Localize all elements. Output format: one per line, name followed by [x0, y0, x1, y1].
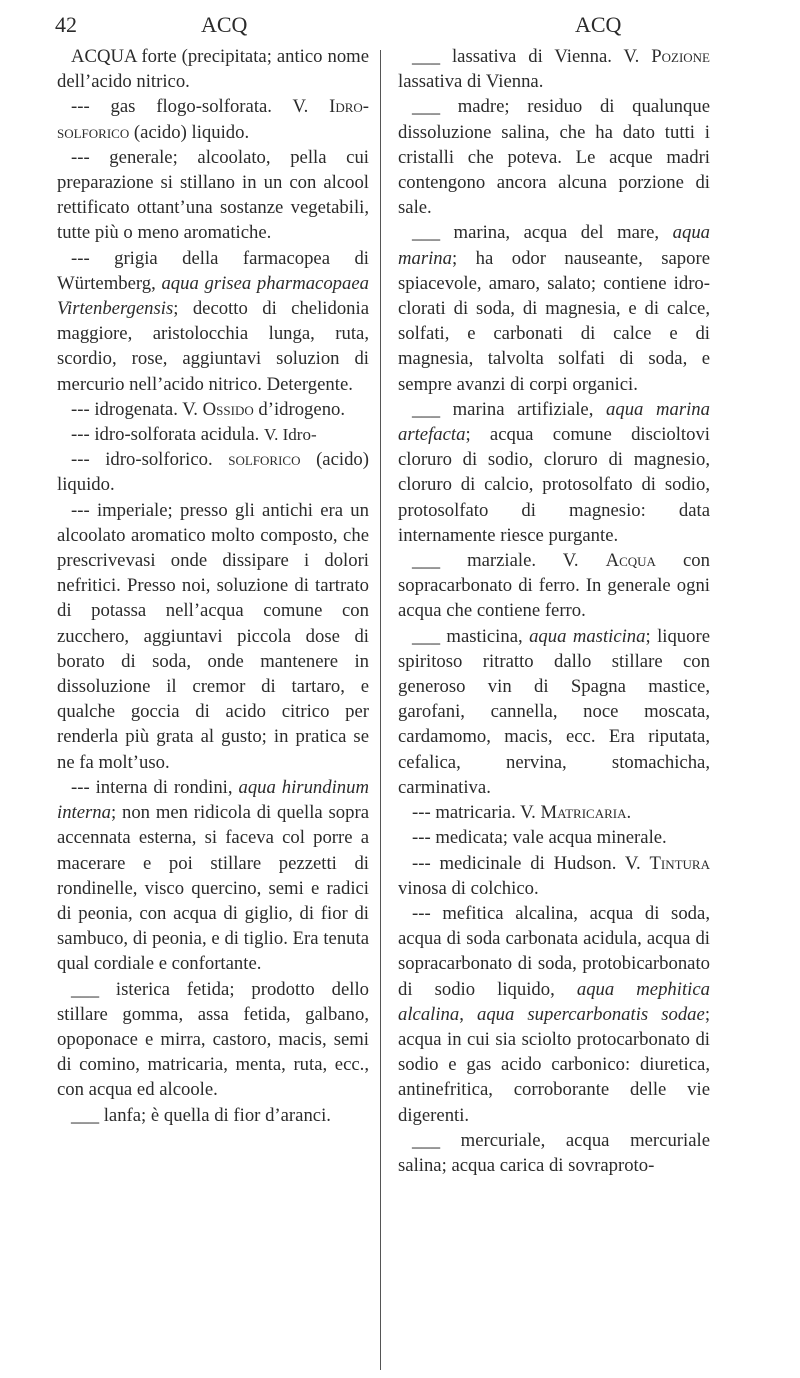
entry-interna-di-rondini: --- interna di rondini, aqua hirundinum interna; non men ridicola di quella sopra accennata esterna, si faceva col porre a macerare e poi stillare pezzetti di rondinelle, visco quercino, semi e radici di peonia, con acqua di giglio, di fior di sambuco, di peonia, e di tiglio. Era tenuta qual cordiale e confortante. — [57, 776, 369, 975]
latin-term: aqua hirundinum interna — [57, 776, 369, 824]
brace-reference: V. Idro- — [264, 425, 317, 445]
entry-marina-artifiziale: ___ marina artifiziale, aqua marina artefacta; acqua comune discioltovi cloruro di sodio, cloruro di magnesio, cloruro di calcio, protosolfato di sodio, protosolfato di magnesio: data internamente riesce purgante. — [398, 398, 710, 546]
entry-acqua-forte: ACQUA forte (precipitata; antico nome dell’acido nitrico. — [57, 46, 369, 93]
entry-idrogenata: --- idrogenata. V. Ossido d’idrogeno. — [71, 398, 346, 420]
latin-term: aqua grisea pharmacopaea Virtenbergensis — [57, 272, 369, 320]
latin-term: aqua mephitica alcalina — [398, 978, 710, 1025]
column-divider — [380, 50, 381, 1370]
cross-reference: Ossido — [202, 398, 254, 420]
page-number: 42 — [55, 12, 77, 37]
cross-reference: Idro-solforico — [57, 96, 369, 143]
entry-medicinale-di-hudson: --- medicinale di Hudson. V. Tintura vinosa di colchico. — [398, 852, 710, 899]
entry-gas-flogo-solforata: --- gas flogo-solforata. V. Idro-solforico (acido) liquido. — [57, 96, 369, 143]
entry-grigia: --- grigia della farmacopea di Würtemberg, aqua grisea pharmacopaea Virtenbergensis; decotto di chelidonia maggiore, aristolocchia lunga, ruta, scordio, rose, aggiuntavi soluzion di mercurio nell’acido nitrico. Detergente. — [57, 247, 369, 395]
entry-mefitica-alcalina: --- mefitica alcalina, acqua di soda, acqua di soda carbonata acidula, acqua di sopracarbonato di soda, protobicarbonato di sodio liquido, aqua mephitica alcalina, aqua supercarbonatis sodae; acqua in cui sia sciolto protocarbonato di sodio e gas acido carbonico: diuretica, antinefritica, corroborante delle vie digerenti. — [398, 902, 711, 1126]
entry-madre: ___ madre; residuo di qualunque dissoluzione salina, che ha dato tutti i cristalli che poteva. Le acque madri contengono ancora alcuna porzione di sale. — [398, 96, 710, 219]
right-running-head: ACQ — [575, 12, 622, 37]
entry-medicata: --- medicata; vale acqua minerale. — [412, 827, 667, 849]
entry-isterica-fetida: ___ isterica fetida; prodotto dello stillare gomma, assa fetida, galbano, opoponace e mirra, castoro, macis, semi di comino, matricaria, menta, ruta, ecc., con acqua ed alcoole. — [57, 978, 369, 1101]
entry-generale: --- generale; alcoolato, pella cui preparazione si stillano in un con alcool rettificato ottant’una sostanze vegetabili, tutte più o meno aromatiche. — [57, 146, 369, 244]
entry-marziale: ___ marziale. V. Acqua con sopracarbonato di ferro. In generale ogni acqua che contiene ferro. — [398, 550, 710, 622]
cross-reference: Pozione — [651, 46, 710, 67]
entry-marina: ___ marina, acqua del mare, aqua marina; ha odor nauseante, sapore spiacevole, amaro, salato; contiene idro-clorati di soda, di magnesia, e di calce, solfati, e carbonati di calce e di magnesia, talvolta solfati di soda, e sempre avanzi di corpi organici. — [398, 222, 710, 395]
entry-idro-solforata-acidula: --- idro-solforata acidula. V. Idro- — [71, 424, 317, 446]
entry-lassativa: ___ lassativa di Vienna. V. Pozione lassativa di Vienna. — [398, 46, 710, 93]
latin-term: aqua masticina — [529, 625, 646, 647]
cross-reference: Acqua — [605, 550, 656, 572]
entry-idro-solforico: --- idro-solforico. solforico (acido) liquido. — [57, 449, 369, 496]
latin-term: aqua supercarbonatis sodae — [476, 1003, 705, 1025]
cross-reference: solforico — [228, 449, 301, 471]
left-running-head: ACQ — [201, 12, 248, 37]
latin-term: aqua marina artefacta — [398, 398, 710, 446]
entry-matricaria: --- matricaria. V. Matricaria. — [412, 802, 632, 824]
right-column — [398, 44, 710, 1178]
latin-term: aqua marina — [398, 222, 710, 269]
page-header — [55, 12, 769, 42]
cross-reference: Matricaria — [540, 802, 627, 824]
entry-masticina: ___ masticina, aqua masticina; liquore spiritoso ritratto dallo stillare con generoso vin di Spagna mastice, garofani, cannella, noce moscata, cardamomo, macis, ecc. Era riputata, cefalica, nervina, stomachicha, carminativa. — [398, 625, 710, 798]
entry-lanfa: ___ lanfa; è quella di fior d’aranci. — [71, 1104, 331, 1126]
left-column — [57, 44, 369, 1128]
cross-reference: Tintura — [649, 852, 710, 874]
entry-imperiale: --- imperiale; presso gli antichi era un alcoolato aromatico molto composto, che prescrivevasi onde dissipare i dolori nefritici. Presso noi, soluzione di tartrato di potassa nell’acqua comune con zucchero, aggiuntavi piccola dose di borato di soda, onde mantenere in dissoluzione il cremor di tartaro, e qualche goccia di acido citrico per renderla più grata al gusto; in pratica se ne fa molt’uso. — [57, 499, 369, 773]
entry-mercuriale: ___ mercuriale, acqua mercuriale salina; acqua carica di sovraproto- — [398, 1129, 710, 1176]
